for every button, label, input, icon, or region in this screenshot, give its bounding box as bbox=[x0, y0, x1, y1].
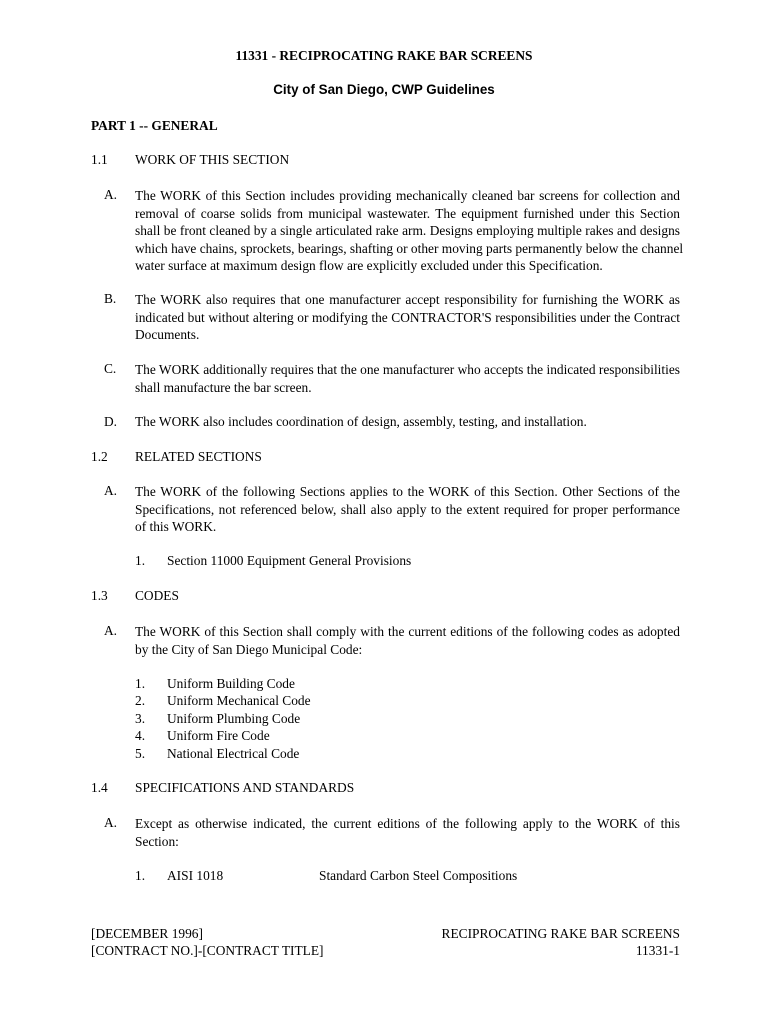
paragraph-letter: A. bbox=[104, 483, 118, 498]
paragraph-letter: D. bbox=[104, 414, 118, 429]
list-item-number: 1. bbox=[135, 676, 146, 691]
part-heading: PART 1 -- GENERAL bbox=[91, 118, 218, 133]
paragraph-line: Except as otherwise indicated, the current editions of the following apply to the WORK of this bbox=[135, 816, 680, 831]
section-heading: WORK OF THIS SECTION bbox=[135, 152, 290, 167]
paragraph-line: shall be front cleaned by a single articulated rake arm. Designs employing multiple rakes and designs bbox=[135, 223, 680, 238]
paragraph-line: water surface at maximum design flow are explicitly excluded under this Specification. bbox=[135, 258, 603, 273]
section-heading: SPECIFICATIONS AND STANDARDS bbox=[135, 780, 355, 795]
paragraph-line: by the City of San Diego Municipal Code: bbox=[135, 641, 363, 657]
list-item-number: 5. bbox=[135, 746, 146, 761]
paragraph-line: indicated but without altering or modifying the CONTRACTOR'S responsibilities under the Contract bbox=[135, 309, 680, 325]
paragraph-line: shall manufacture the bar screen. bbox=[135, 379, 312, 395]
section-number: 1.1 bbox=[91, 152, 108, 167]
paragraph bbox=[135, 623, 680, 658]
paragraph-line: of this WORK. bbox=[135, 519, 217, 534]
section-heading: CODES bbox=[135, 588, 179, 603]
paragraph-line: Documents. bbox=[135, 327, 200, 342]
document-title: 11331 - RECIPROCATING RAKE BAR SCREENS bbox=[235, 48, 533, 63]
list-item-number: 1. bbox=[135, 868, 146, 883]
list-item: Uniform Mechanical Code bbox=[167, 693, 311, 708]
paragraph bbox=[135, 815, 680, 850]
paragraph-letter: A. bbox=[104, 187, 118, 202]
standard-code: AISI 1018 bbox=[167, 868, 224, 883]
paragraph-line: Section: bbox=[135, 833, 179, 849]
paragraph-text: The WORK also includes coordination of design, assembly, testing, and installation. bbox=[135, 414, 587, 429]
paragraph-line: Specifications, not referenced below, shall also apply to the extent required for proper performance bbox=[135, 501, 680, 517]
list-item: Uniform Plumbing Code bbox=[167, 711, 301, 726]
paragraph-line: The WORK of this Section includes providing mechanically cleaned bar screens for collection and bbox=[135, 188, 680, 203]
paragraph-line: removal of coarse solids from municipal wastewater. The equipment furnished under this Section bbox=[135, 205, 680, 221]
footer-date: [DECEMBER 1996] bbox=[91, 926, 203, 941]
list-item: Uniform Building Code bbox=[167, 676, 295, 691]
document-subtitle: City of San Diego, CWP Guidelines bbox=[273, 82, 495, 97]
standard-description: Standard Carbon Steel Compositions bbox=[319, 868, 518, 883]
paragraph-letter: C. bbox=[104, 361, 117, 376]
paragraph bbox=[135, 361, 680, 396]
list-item-number: 2. bbox=[135, 693, 146, 708]
paragraph bbox=[135, 483, 680, 536]
list-item: Uniform Fire Code bbox=[167, 728, 270, 743]
list-item-number: 3. bbox=[135, 711, 146, 726]
paragraph bbox=[135, 291, 680, 344]
paragraph-letter: A. bbox=[104, 623, 118, 638]
footer-section-title: RECIPROCATING RAKE BAR SCREENS bbox=[441, 926, 680, 941]
section-number: 1.2 bbox=[91, 449, 108, 464]
paragraph-line: The WORK additionally requires that the one manufacturer who accepts the indicated responsibilities bbox=[135, 362, 680, 377]
footer-contract: [CONTRACT NO.]-[CONTRACT TITLE] bbox=[91, 943, 324, 958]
section-heading: RELATED SECTIONS bbox=[135, 449, 262, 464]
paragraph-letter: A. bbox=[104, 815, 118, 830]
section-number: 1.4 bbox=[91, 780, 108, 795]
footer-page-number: 11331-1 bbox=[635, 943, 680, 958]
section-number: 1.3 bbox=[91, 588, 108, 603]
paragraph-letter: B. bbox=[104, 291, 117, 306]
paragraph-line: The WORK also requires that one manufacturer accept responsibility for furnishing the WORK as bbox=[135, 292, 680, 307]
paragraph bbox=[135, 187, 684, 275]
list-item-number: 4. bbox=[135, 728, 146, 743]
paragraph-line: which have chains, sprockets, bearings, shafting or other moving parts permanently below the channel bbox=[135, 240, 684, 256]
paragraph-line: The WORK of this Section shall comply with the current editions of the following codes as adopted bbox=[135, 624, 680, 639]
list-item: Section 11000 Equipment General Provisions bbox=[167, 553, 412, 568]
paragraph-line: The WORK of the following Sections applies to the WORK of this Section. Other Sections of the bbox=[135, 484, 680, 499]
list-item-number: 1. bbox=[135, 553, 146, 568]
list-item: National Electrical Code bbox=[167, 746, 300, 761]
